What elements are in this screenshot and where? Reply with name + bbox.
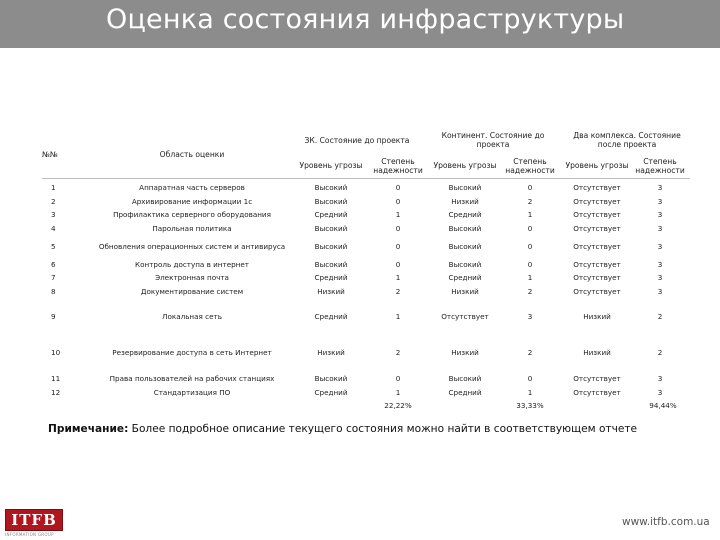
row-t1: Высокий [314,224,348,233]
row-area: Электронная почта [155,273,229,282]
note-label: Примечание: [48,423,129,435]
row-t3: Отсутствует [573,183,621,192]
row-t2: Высокий [448,224,482,233]
header-threat-2: Уровень угрозы [433,161,497,170]
header-area: Область оценки [159,150,225,159]
row-r2: 3 [527,312,533,321]
row-number: 3 [51,210,56,219]
row-t3: Низкий [583,348,611,357]
row-t2: Высокий [448,242,482,251]
logo-subtitle: INFORMATION GROUP [5,532,54,537]
row-r3: 3 [657,273,663,282]
row-r2: 2 [527,287,533,296]
row-number: 11 [51,374,61,383]
row-r1: 0 [395,197,401,206]
row-number: 9 [51,312,56,321]
row-r1: 1 [395,273,401,282]
header-reliability-2: Степень надежности [505,157,555,175]
row-r2: 1 [527,210,533,219]
row-r1: 2 [395,287,401,296]
row-r3: 3 [657,287,663,296]
row-r3: 3 [657,260,663,269]
row-t3: Отсутствует [573,224,621,233]
row-r2: 1 [527,273,533,282]
row-r1: 1 [395,312,401,321]
row-area: Документирование систем [140,287,244,296]
row-r1: 0 [395,224,401,233]
header-group-continent: Континент. Состояние до проекта [441,131,545,149]
row-area: Обновления операционных систем и антивируса [98,242,286,251]
row-area: Права пользователей на рабочих станциях [109,374,275,383]
row-t3: Отсутствует [573,273,621,282]
row-t3: Отсутствует [573,374,621,383]
row-t1: Средний [314,312,348,321]
row-number: 1 [51,183,56,192]
row-r3: 3 [657,197,663,206]
row-t1: Высокий [314,374,348,383]
header-divider [42,178,690,179]
row-t2: Средний [448,388,482,397]
row-t3: Низкий [583,312,611,321]
row-r1: 2 [395,348,401,357]
row-t3: Отсутствует [573,197,621,206]
row-r3: 3 [657,242,663,251]
row-r1: 1 [395,210,401,219]
row-area: Аппаратная часть серверов [139,183,245,192]
logo-text: ITFB [11,511,57,529]
row-r3: 2 [657,348,663,357]
row-number: 7 [51,273,56,282]
row-t3: Отсутствует [573,242,621,251]
row-t2: Высокий [448,260,482,269]
total-continent: 33,33% [516,401,544,410]
row-r1: 0 [395,260,401,269]
row-t1: Низкий [317,287,345,296]
row-r2: 2 [527,197,533,206]
row-area: Контроль доступа в интернет [135,260,249,269]
header-reliability-3: Степень надежности [635,157,685,175]
row-r2: 0 [527,374,533,383]
row-number: 12 [51,388,61,397]
header-threat-1: Уровень угрозы [299,161,363,170]
row-r3: 3 [657,374,663,383]
row-r3: 2 [657,312,663,321]
header-threat-3: Уровень угрозы [565,161,629,170]
row-t3: Отсутствует [573,388,621,397]
row-t2: Низкий [451,287,479,296]
row-area: Профилактика серверного оборудования [113,210,271,219]
header-group-zk: ЗК. Состояние до проекта [304,136,410,145]
row-t2: Средний [448,210,482,219]
row-r2: 0 [527,242,533,251]
row-t1: Высокий [314,242,348,251]
page-title: Оценка состояния инфраструктуры [106,4,625,35]
row-t3: Отсутствует [573,260,621,269]
row-r3: 3 [657,183,663,192]
row-r1: 0 [395,183,401,192]
row-number: 8 [51,287,56,296]
row-r1: 0 [395,374,401,383]
row-t1: Средний [314,388,348,397]
row-t3: Отсутствует [573,210,621,219]
row-t1: Средний [314,210,348,219]
header-reliability-1: Степень надежности [373,157,423,175]
row-t2: Низкий [451,348,479,357]
row-area: Локальная сеть [162,312,222,321]
row-t2: Низкий [451,197,479,206]
row-t2: Высокий [448,183,482,192]
row-area: Парольная политика [152,224,232,233]
row-t1: Низкий [317,348,345,357]
row-t2: Высокий [448,374,482,383]
row-t1: Средний [314,273,348,282]
row-number: 4 [51,224,56,233]
header-number: №№ [42,150,58,159]
row-r2: 0 [527,260,533,269]
row-t1: Высокий [314,183,348,192]
row-t2: Средний [448,273,482,282]
row-area: Архивирование информации 1с [131,197,253,206]
itfb-logo [5,509,63,531]
row-t2: Отсутствует [441,312,489,321]
header-group-both: Два комплекса. Состояние после проекта [573,131,681,149]
row-r3: 3 [657,224,663,233]
row-number: 5 [51,242,56,251]
row-number: 2 [51,197,56,206]
row-r3: 3 [657,388,663,397]
row-r2: 0 [527,224,533,233]
row-area: Стандартизация ПО [153,388,231,397]
row-r2: 1 [527,388,533,397]
note [48,423,637,435]
row-area: Резервирование доступа в сеть Интернет [112,348,272,357]
row-r1: 0 [395,242,401,251]
total-both: 94,44% [649,401,677,410]
row-t1: Высокий [314,197,348,206]
note-text: Более подробное описание текущего состояния можно найти в соответствующем отчете [128,423,638,435]
row-number: 10 [51,348,61,357]
row-t1: Высокий [314,260,348,269]
row-r3: 3 [657,210,663,219]
website-url: www.itfb.com.ua [622,516,710,528]
row-r2: 2 [527,348,533,357]
row-r2: 0 [527,183,533,192]
row-t3: Отсутствует [573,287,621,296]
row-r1: 1 [395,388,401,397]
total-zk: 22,22% [384,401,412,410]
row-number: 6 [51,260,56,269]
